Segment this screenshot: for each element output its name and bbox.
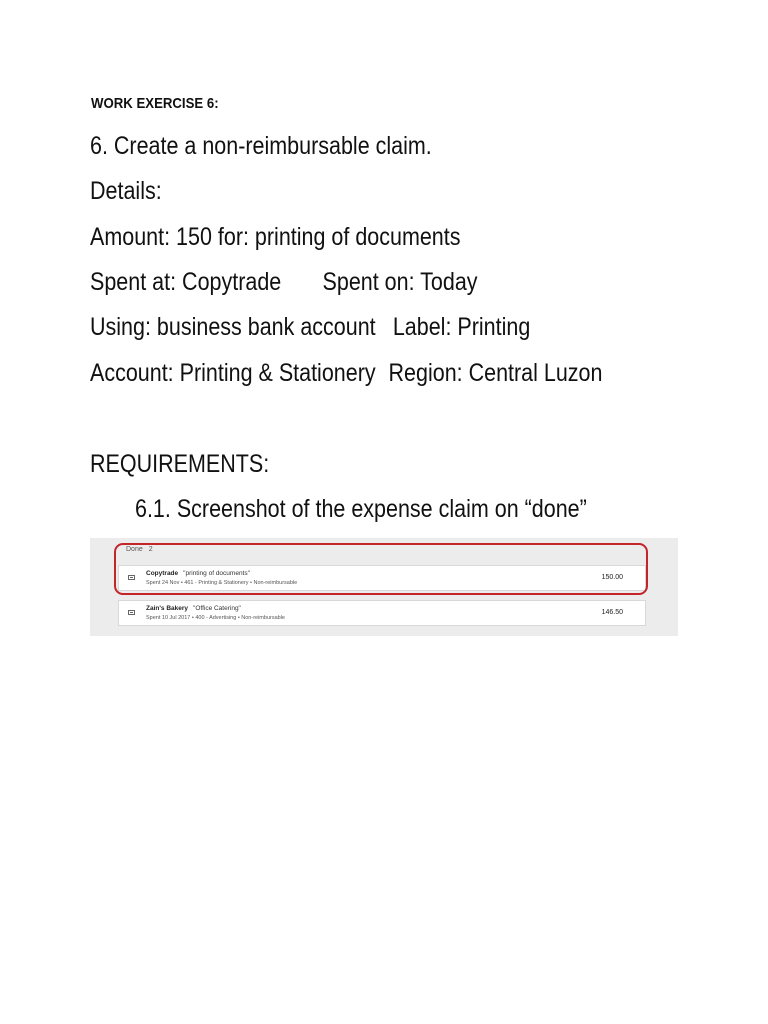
- claim-row[interactable]: [118, 600, 646, 626]
- expense-claims-screenshot: [90, 538, 678, 636]
- region-text: Region: Central Luzon: [388, 359, 603, 387]
- done-section-title: Done: [126, 546, 143, 553]
- details-label: Details:: [90, 177, 162, 205]
- receipt-icon: [128, 575, 135, 580]
- amount-line: Amount: 150 for: printing of documents: [90, 223, 461, 251]
- using-text: Using: business bank account: [90, 313, 376, 341]
- spent-at: Spent at: Copytrade: [90, 268, 282, 296]
- done-section-header: [126, 546, 153, 553]
- claim-description: "printing of documents": [183, 570, 250, 577]
- exercise-heading: WORK EXERCISE 6:: [91, 95, 219, 112]
- claim-meta: Spent 10 Jul 2017 • 400 - Advertising • Non-reimbursable: [146, 615, 285, 621]
- claim-meta: Spent 24 Nov • 461 - Printing & Stationery • Non-reimbursable: [146, 580, 298, 586]
- requirement-item: 6.1. Screenshot of the expense claim on “done”: [135, 495, 587, 523]
- claim-row[interactable]: [118, 565, 646, 591]
- label-text: Label: Printing: [392, 313, 531, 341]
- task-line: 6. Create a non-reimbursable claim.: [90, 132, 432, 160]
- claim-description: "Office Catering": [193, 605, 241, 612]
- done-section-count: 2: [148, 546, 153, 553]
- claim-title: [146, 605, 241, 612]
- claim-spent-at: Zain's Bakery: [146, 605, 189, 612]
- account-line: [90, 359, 602, 388]
- spent-line: [90, 268, 478, 297]
- claim-amount: 146.50: [601, 609, 623, 616]
- claim-amount: 150.00: [601, 574, 623, 581]
- receipt-icon: [128, 610, 135, 615]
- claim-title: [146, 570, 250, 577]
- spent-on: Spent on: Today: [322, 268, 478, 296]
- claim-spent-at: Copytrade: [146, 570, 179, 577]
- account-text: Account: Printing & Stationery: [90, 359, 376, 387]
- requirements-label: REQUIREMENTS:: [90, 450, 270, 478]
- using-line: [90, 313, 530, 342]
